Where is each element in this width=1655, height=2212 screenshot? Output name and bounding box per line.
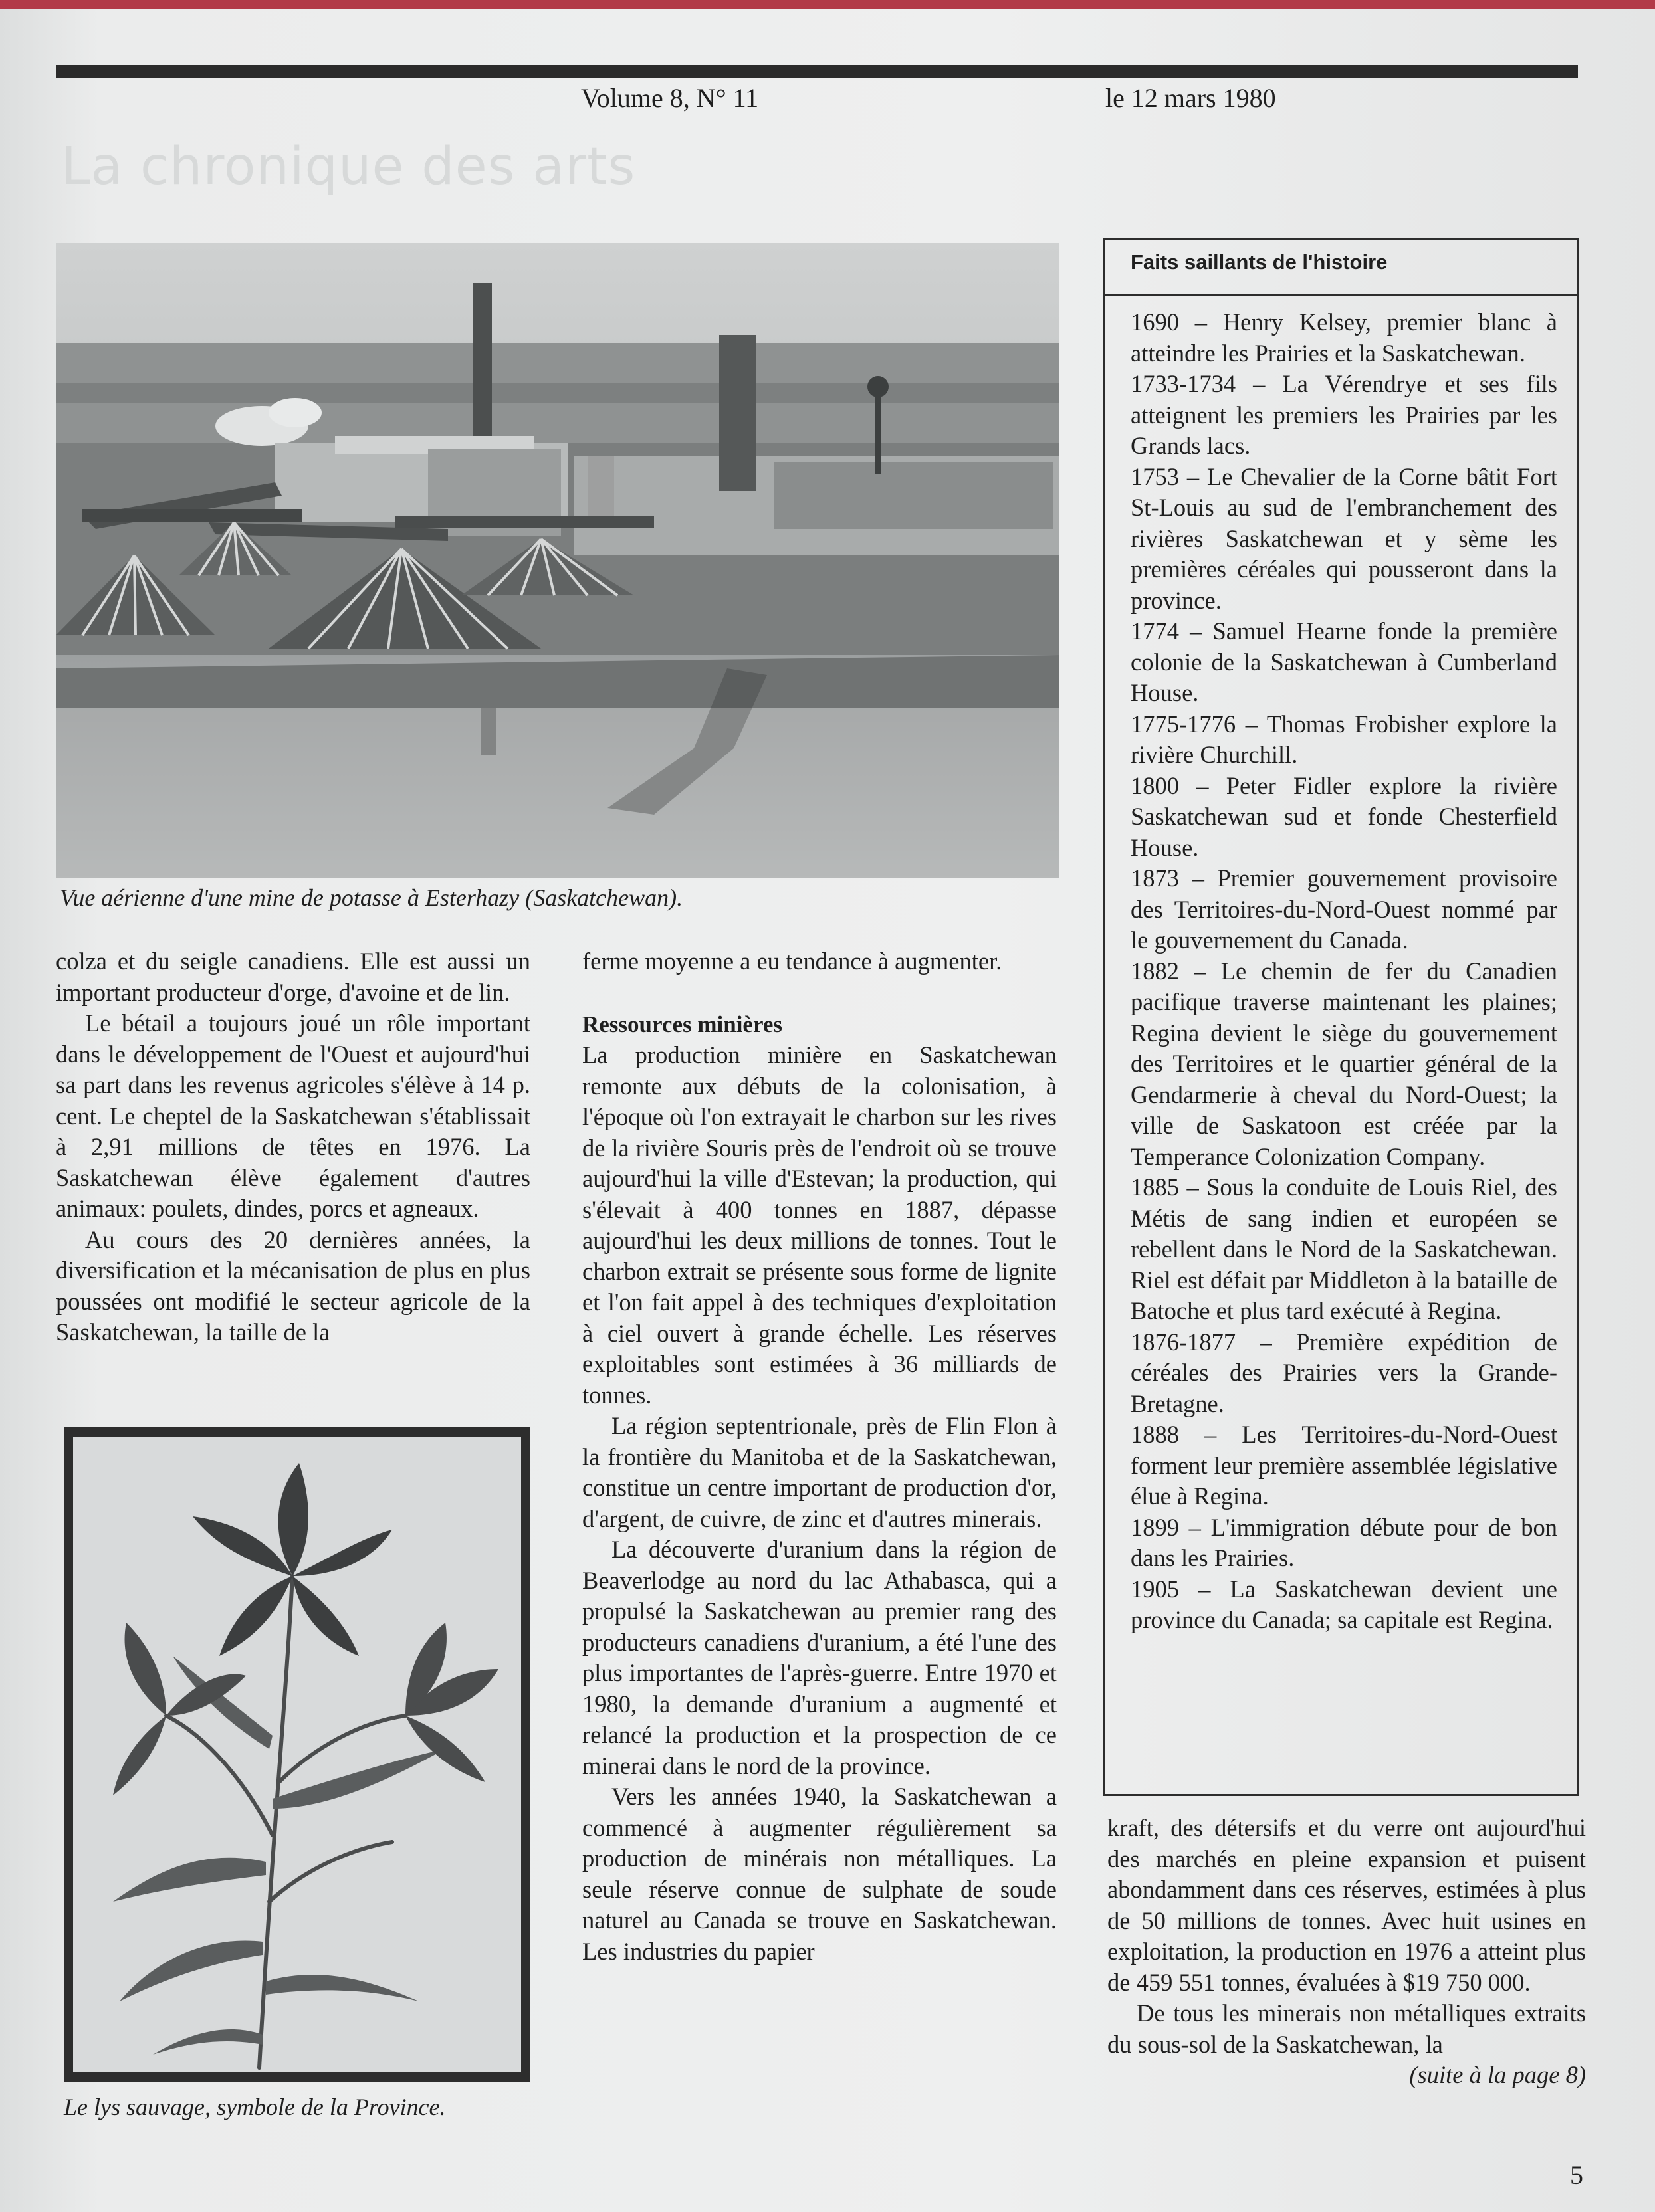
page-number: 5	[1570, 2160, 1583, 2190]
paragraph: De tous les minerais non métalliques extraits du sous-sol de la Saskatchewan, la	[1107, 1999, 1586, 2058]
timeline-entry: 1775-1776 – Thomas Frobisher explore la rivière Churchill.	[1131, 710, 1557, 768]
photo-caption: Vue aérienne d'une mine de potasse à Esterhazy (Saskatchewan).	[60, 884, 683, 911]
continued-note: (suite à la page 8)	[1409, 2061, 1586, 2088]
timeline-entry: 1905 – La Saskatchewan devient une province du Canada; sa capitale est Regina.	[1131, 1575, 1557, 1633]
show-through-title: La chronique des arts	[61, 137, 636, 197]
timeline-entry: 1690 – Henry Kelsey, premier blanc à atteindre les Prairies et la Saskatchewan.	[1131, 308, 1557, 367]
header-rule	[56, 65, 1578, 78]
timeline-entry: 1899 – L'immigration débute pour de bon dans les Prairies.	[1131, 1513, 1557, 1571]
box-title: Faits saillants de l'histoire	[1131, 251, 1388, 274]
timeline-entry: 1733-1734 – La Vérendrye et ses fils atteignent les premiers les Prairies par les Grands lacs.	[1131, 370, 1557, 459]
paragraph: La région septentrionale, près de Flin Flon à la frontière du Manitoba et de la Saskatchewan, constitue un centre important de production d'or, d'argent, de cuivre, de zinc et d'autres minerais.	[582, 1412, 1057, 1532]
paragraph: La découverte d'uranium dans la région de Beaverlodge au nord du lac Athabasca, qui a propulsé la Saskatchewan au premier rang des producteurs canadiens d'uranium, a été l'une des plus importantes de l'après-guerre. Entre 1970 et 1980, la demande d'uranium a augmenté et relancé la production et la prospection de ce minerai dans le nord de la province.	[582, 1536, 1057, 1779]
timeline-entry: 1873 – Premier gouvernement provisoire des Territoires-du-Nord-Ouest nommé par le gouvernement du Canada.	[1131, 864, 1557, 954]
paragraph: colza et du seigle canadiens. Elle est aussi un important producteur d'orge, d'avoine et de lin.	[56, 948, 530, 1006]
history-highlights-box	[1103, 238, 1579, 1796]
timeline-entry: 1774 – Samuel Hearne fonde la première colonie de la Saskatchewan à Cumberland House.	[1131, 617, 1557, 706]
timeline-entry: 1882 – Le chemin de fer du Canadien pacifique traverse maintenant les plaines; Regina devient le siège du gouvernement des Territoires et le quartier général de la Gendarmerie à cheval du Nord-Ouest; la ville de Saskatoon est créée par la Temperance Colonization Company.	[1131, 957, 1557, 1170]
timeline-entry: 1800 – Peter Fidler explore la rivière Saskatchewan sud et fonde Chesterfield House.	[1131, 771, 1557, 861]
timeline-entry: 1888 – Les Territoires-du-Nord-Ouest forment leur première assemblée législative élue à Regina.	[1131, 1421, 1557, 1510]
potash-mine-photo	[56, 243, 1059, 878]
paragraph: ferme moyenne a eu tendance à augmenter.	[582, 948, 1002, 975]
paragraph: Vers les années 1940, la Saskatchewan a commencé à augmenter régulièrement sa production de minérais non métalliques. La seule réserve connue de sulphate de soude naturel au Canada se trouve en Saskatchewan. Les industries du papier	[582, 1783, 1057, 1965]
paragraph: Le bétail a toujours joué un rôle important dans le développement de l'Ouest et aujourd'hui sa part dans les revenus agricoles s'élève à 14 p. cent. Le cheptel de la Saskatchewan s'établissait à 2,91 millions de têtes en 1976. La Saskatchewan élève également d'autres animaux: poulets, dindes, porcs et agneaux.	[56, 1009, 530, 1222]
column-1	[56, 946, 530, 1348]
box-divider	[1105, 294, 1577, 296]
illustration-caption: Le lys sauvage, symbole de la Province.	[64, 2094, 446, 2120]
timeline-entry: 1753 – Le Chevalier de la Corne bâtit Fort St-Louis au sud de l'embranchement des rivières Saskatchewan et y sème les premières céréales qui pousseront dans la province.	[1131, 462, 1557, 614]
section-subhead: Ressources minières	[582, 1011, 783, 1037]
timeline-entry: 1885 – Sous la conduite de Louis Riel, des Métis de sang indien et européen se rebellent dans le Nord de la Saskatchewan. Riel est défait par Middleton à la bataille de Batoche et plus tard exécuté à Regina.	[1131, 1173, 1557, 1324]
column-3	[1107, 1813, 1586, 2091]
paragraph: kraft, des détersifs et du verre ont aujourd'hui des marchés en pleine expansion et puisent abondamment dans ces réserves, estimées à plus de 50 millions de tonnes. Avec huit usines en exploitation, la production en 1976 a atteint plus de 459 551 tonnes, évaluées à $19 750 000.	[1107, 1814, 1586, 1996]
paragraph: Au cours des 20 dernières années, la diversification et la mécanisation de plus en plus poussées ont modifié le secteur agricole de la Saskatchewan, la taille de la	[56, 1225, 530, 1346]
wild-lily-illustration	[64, 1427, 530, 2082]
red-page-edge	[0, 0, 1655, 9]
issue-date: le 12 mars 1980	[1105, 83, 1276, 113]
column-2	[582, 946, 1057, 1967]
volume-number: Volume 8, N° 11	[581, 83, 759, 113]
paragraph: La production minière en Saskatchewan remonte aux débuts de la colonisation, à l'époque où l'on extrayait le charbon sur les rives de la rivière Souris près de l'endroit où se trouve aujourd'hui la ville d'Estevan; la production, qui s'élevait à 400 tonnes en 1887, dépasse aujourd'hui les deux millions de tonnes. Tout le charbon extrait se présente sous forme de lignite et l'on fait appel à des techniques d'exploitation à ciel ouvert à grande échelle. Les réserves exploitables sont estimées à 36 milliards de tonnes.	[582, 1041, 1057, 1409]
timeline-entry: 1876-1877 – Première expédition de céréales des Prairies vers la Grande-Bretagne.	[1131, 1328, 1557, 1417]
